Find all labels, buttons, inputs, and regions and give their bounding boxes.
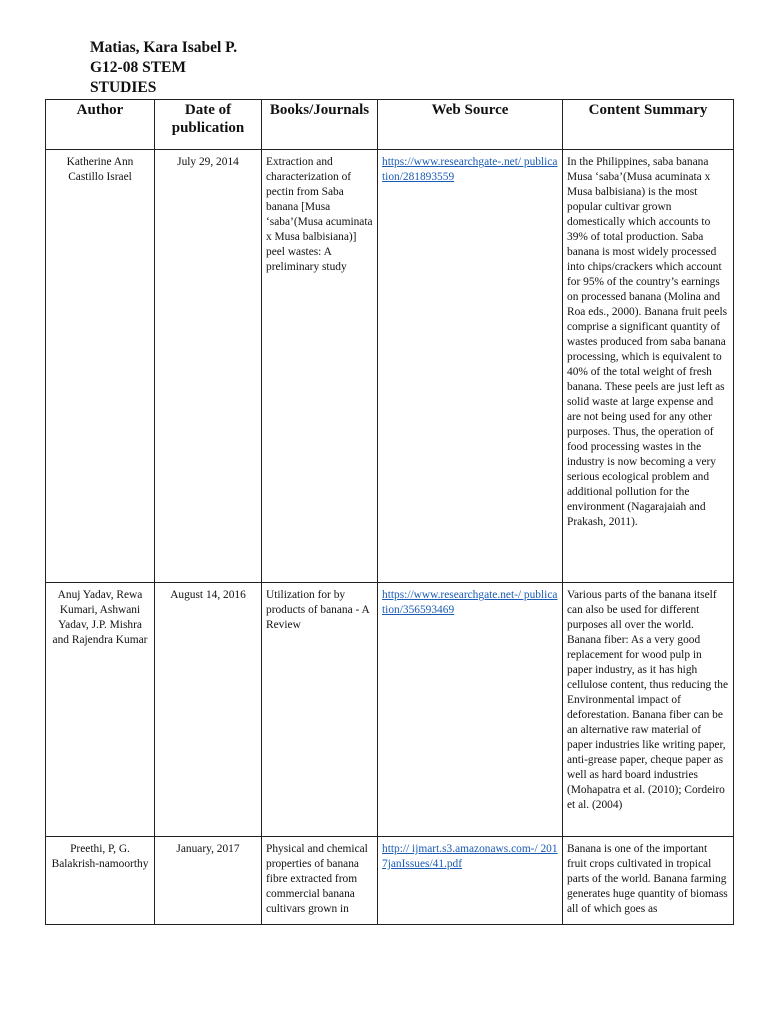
table-header-row: [46, 100, 734, 150]
author-cell: Anuj Yadav, Rewa Kumari, Ashwani Yadav, J.P. Mishra and Rajendra Kumar: [46, 583, 155, 837]
author-cell: Preethi, P, G. Balakrish-namoorthy: [46, 837, 155, 925]
date-cell: August 14, 2016: [155, 583, 262, 837]
journal-cell: Utilization for by products of banana - A Review: [262, 583, 378, 837]
column-header-web-source: Web Source: [378, 100, 563, 150]
column-header-journal: Books/Journals: [262, 100, 378, 150]
web-source-link[interactable]: https://www.researchgate-.net/ publication/281893559: [382, 156, 558, 183]
author-cell: Katherine Ann Castillo Israel: [46, 150, 155, 583]
journal-cell: Extraction and characterization of pectin from Saba banana [Musa ‘saba’(Musa acuminata x Musa balbisiana)] peel wastes: A preliminary study: [262, 150, 378, 583]
journal-cell: Physical and chemical properties of banana fibre extracted from commercial banana cultivars grown in: [262, 837, 378, 925]
summary-cell: Various parts of the banana itself can also be used for different purposes all over the world. Banana fiber: As a very good replacement for wood pulp in paper industry, as it has high cellulose content, thus reducing the Environmental impact of deforestation. Banana fiber can be an alternative raw material of paper industries like writing paper, anti-grease paper, cheque paper as well as hard board industries (Mohapatra et al. (2010); Cordeiro et al. (2004): [563, 583, 734, 837]
student-section: G12-08 STEM: [90, 59, 187, 76]
web-source-cell: [378, 583, 563, 837]
table-row: [46, 583, 734, 837]
web-source-link[interactable]: http:// ijmart.s3.amazonaws.com-/ 2017janIssues/41.pdf: [382, 843, 558, 870]
column-header-summary: Content Summary: [563, 100, 734, 150]
web-source-cell: [378, 150, 563, 583]
date-cell: January, 2017: [155, 837, 262, 925]
document-header: [90, 38, 237, 98]
table-row: [46, 150, 734, 583]
column-header-author: Author: [46, 100, 155, 150]
studies-table: [45, 99, 734, 925]
web-source-link[interactable]: https://www.researchgate.net-/ publication/356593469: [382, 589, 558, 616]
document-title: STUDIES: [90, 79, 157, 96]
student-name: Matias, Kara Isabel P.: [90, 39, 238, 56]
summary-cell: Banana is one of the important fruit crops cultivated in tropical parts of the world. Banana farming generates huge quantity of biomass all of which goes as: [563, 837, 734, 925]
summary-cell: In the Philippines, saba banana Musa ‘saba’(Musa acuminata x Musa balbisiana) is the most popular cultivar grown domestically which accounts to 39% of total production. Saba banana is most widely processed into chips/crackers which account for 95% of the country’s earnings on processed banana (Molina and Roa eds., 2000). Banana fruit peels comprise a significant quantity of wastes produced from saba banana processing, which is equivalent to 40% of the total weight of fresh banana. These peels are just left as solid waste at large expense and are not being used for any other purposes. Thus, the operation of food processing wastes in the industry is now becoming a very serious ecological problem and additional pollution for the environment (Nagarajaiah and Prakash, 2011).: [563, 150, 734, 583]
column-header-date: Date of publication: [155, 100, 262, 150]
date-cell: July 29, 2014: [155, 150, 262, 583]
table-row: [46, 837, 734, 925]
web-source-cell: [378, 837, 563, 925]
